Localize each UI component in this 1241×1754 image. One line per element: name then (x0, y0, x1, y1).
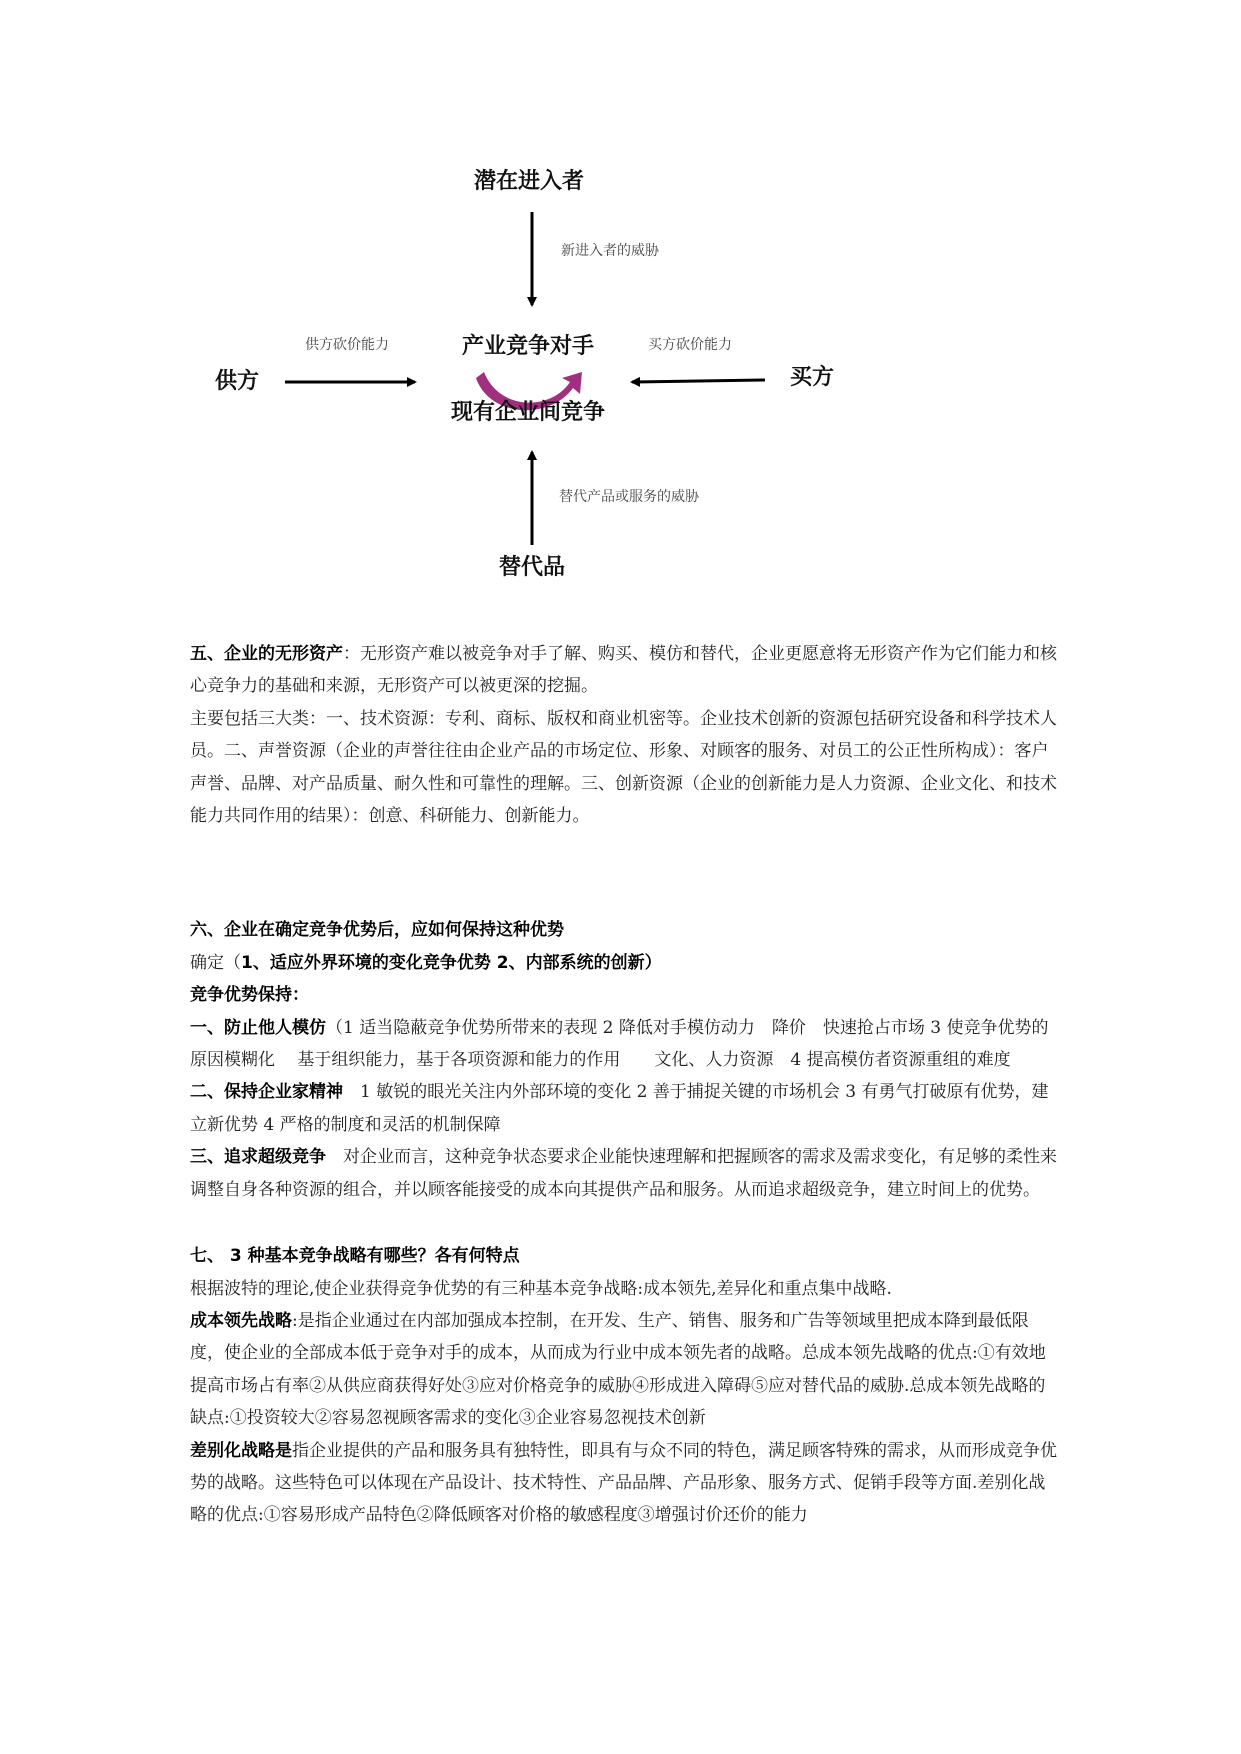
suppliers-node: 供方 (215, 369, 260, 394)
bottom-arrow-label: 替代产品或服务的威胁 (559, 489, 699, 505)
top-arrow-label: 新进入者的威胁 (561, 243, 659, 259)
section7-intro: 根据波特的理论,使企业获得竞争优势的有三种基本竞争战略:成本领先,差异化和重点集中战略. (190, 1278, 892, 1299)
five-forces-diagram (0, 0, 1241, 600)
substitutes-node: 替代品 (499, 555, 566, 580)
existing-rivalry-node: 现有企业间竞争 (451, 400, 606, 425)
document-body (190, 638, 1058, 1532)
section6-item-3: 三、追求超级竞争 对企业而言，这种竞争状态要求企业能快速理解和把握顾客的需求及需求变化，有足够的柔性来调整自身各种资源的组合，并以顾客能接受的成本向其提供产品和服务。从而追求超级竞争，建立时间上的优势。 (190, 1147, 1057, 1200)
section7-heading: 七、 3 种基本竞争战略有哪些？各有何特点 (190, 1246, 520, 1267)
section6-item-1: 一、防止他人模仿（1 适当隐蔽竞争优势所带来的表现 2 降低对手模仿动力 降价 快速抢占市场 3 使竞争优势的原因模糊化 基于组织能力，基于各项资源和能力的作用 文化、人力资源 4 提高模仿者资源重组的难度 (190, 1017, 1049, 1071)
section5-heading: 五、企业的无形资产 (190, 644, 343, 664)
section7-cost-leadership: 成本领先战略:是指企业通过在内部加强成本控制，在开发、生产、销售、服务和广告等领域里把成本降到最低限度，使企业的全部成本低于竞争对手的成本，从而成为行业中成本领先者的战略。总成本领先战略的优点:①有效地提高市场占有率②从供应商获得好处③应对价格竞争的威胁④形成进入障碍⑤应对替代品的威胁.总成本领先战略的缺点:①投资较大②容易忽视顾客需求的变化③企业容易忽视技术创新 (190, 1310, 1046, 1429)
right-arrow (632, 380, 765, 382)
diagram-arrows (0, 0, 1241, 600)
potential-entrants-node: 潜在进入者 (474, 169, 585, 194)
section6-keep-heading: 竞争优势保持： (190, 985, 309, 1006)
section7-differentiation: 差别化战略是指企业提供的产品和服务具有独特性，即具有与众不同的特色，满足顾客特殊的需求，从而形成竞争优势的战略。这些特色可以体现在产品设计、技术特性、产品品牌、产品形象、服务方式、促销手段等方面.差别化战略的优点:①容易形成产品特色②降低顾客对价格的敏感程度③增强讨价还价的能力 (190, 1440, 1057, 1526)
section6-item-2: 二、保持企业家精神 1 敏锐的眼光关注内外部环境的变化 2 善于捕捉关键的市场机会 3 有勇气打破原有优势，建立新优势 4 严格的制度和灵活的机制保障 (190, 1082, 1049, 1135)
section6-confirm: 确定（1、适应外界环境的变化竞争优势 2、内部系统的创新） (190, 952, 662, 973)
section5-paragraph: 五、企业的无形资产：无形资产难以被竞争对手了解、购买、模仿和替代，企业更愿意将无形资产作为它们能力和核心竞争力的基础和来源，无形资产可以被更深的挖掘。 (190, 644, 1057, 697)
section5-paragraph-2: 主要包括三大类：一、技术资源：专利、商标、版权和商业机密等。企业技术创新的资源包括研究设备和科学技术人员。二、声誉资源（企业的声誉往往由企业产品的市场定位、形象、对顾客的服务、对员工的公正性所构成）：客户声誉、品牌、对产品质量、耐久性和可靠性的理解。三、创新资源（企业的创新能力是人力资源、企业文化、和技术能力共同作用的结果）：创意、科研能力、创新能力。 (190, 708, 1057, 827)
buyers-node: 买方 (790, 365, 835, 390)
industry-competitors-node: 产业竞争对手 (462, 334, 595, 359)
right-arrow-label: 买方砍价能力 (648, 337, 732, 353)
left-arrow-label: 供方砍价能力 (305, 337, 389, 353)
section6-heading: 六、企业在确定竞争优势后，应如何保持这种优势 (190, 920, 564, 941)
